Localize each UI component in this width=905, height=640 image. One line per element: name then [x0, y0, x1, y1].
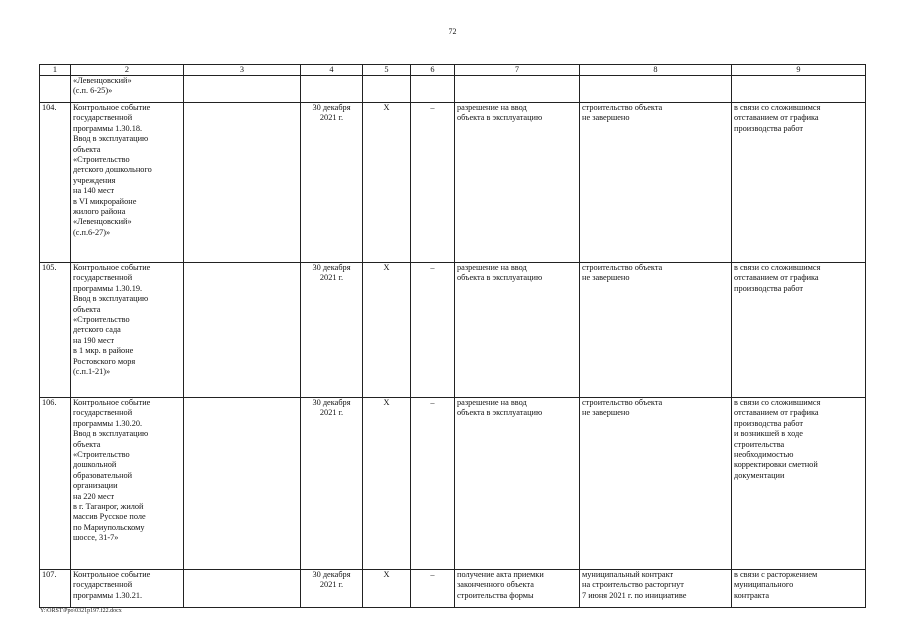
dash-cell: –	[411, 398, 455, 570]
result-cell: разрешение на ввод объекта в эксплуатацию	[455, 398, 580, 570]
row-number: 105.	[40, 263, 71, 398]
row-number: 106.	[40, 398, 71, 570]
result-cell: разрешение на ввод объекта в эксплуатацию	[455, 103, 580, 263]
dash-cell	[411, 76, 455, 103]
event-cell: Контрольное событие государственной программы 1.30.21.	[71, 570, 184, 608]
dash-cell: –	[411, 263, 455, 398]
date-cell	[301, 76, 363, 103]
header-cell: 7	[455, 65, 580, 76]
mark-cell: X	[363, 263, 411, 398]
page-number: 72	[448, 27, 457, 36]
row-number	[40, 76, 71, 103]
table-row	[40, 398, 866, 570]
header-cell: 9	[732, 65, 866, 76]
header-cell: 4	[301, 65, 363, 76]
event-cell: Контрольное событие государственной программы 1.30.20. Ввод в эксплуатацию объекта «Строительство дошкольной образовательной организации на 220 мест в г. Таганрог, жилой массив Русское поле по Мариупольскому шоссе, 31-7»	[71, 398, 184, 570]
date-cell: 30 декабря 2021 г.	[301, 398, 363, 570]
actual-status-cell	[580, 76, 732, 103]
mark-cell	[363, 76, 411, 103]
dash-cell: –	[411, 103, 455, 263]
column-3-cell	[184, 103, 301, 263]
table-row	[40, 103, 866, 263]
date-cell: 30 декабря 2021 г.	[301, 570, 363, 608]
mark-cell: X	[363, 398, 411, 570]
reason-cell: в связи со сложившимся отставанием от графика производства работ	[732, 103, 866, 263]
reason-cell	[732, 76, 866, 103]
column-3-cell	[184, 263, 301, 398]
actual-status-cell: строительство объекта не завершено	[580, 103, 732, 263]
table-header-row	[40, 65, 866, 76]
header-cell: 6	[411, 65, 455, 76]
header-cell: 3	[184, 65, 301, 76]
header-cell: 1	[40, 65, 71, 76]
header-cell: 8	[580, 65, 732, 76]
table-row	[40, 76, 866, 103]
reason-cell: в связи со сложившимся отставанием от графика производства работ	[732, 263, 866, 398]
mark-cell: X	[363, 103, 411, 263]
report-table	[39, 64, 866, 608]
result-cell	[455, 76, 580, 103]
column-3-cell	[184, 398, 301, 570]
mark-cell: X	[363, 570, 411, 608]
actual-status-cell: строительство объекта не завершено	[580, 263, 732, 398]
header-cell: 5	[363, 65, 411, 76]
dash-cell: –	[411, 570, 455, 608]
reason-cell: в связи со сложившимся отставанием от графика производства работ и возникшей в ходе строительства необходимостью корректировки сметной документации	[732, 398, 866, 570]
actual-status-cell: муниципальный контракт на строительство расторгнут 7 июня 2021 г. по инициативе	[580, 570, 732, 608]
column-3-cell	[184, 570, 301, 608]
result-cell: получение акта приемки законченного объекта строительства формы	[455, 570, 580, 608]
date-cell: 30 декабря 2021 г.	[301, 263, 363, 398]
table-row	[40, 570, 866, 608]
date-cell: 30 декабря 2021 г.	[301, 103, 363, 263]
column-3-cell	[184, 76, 301, 103]
result-cell: разрешение на ввод объекта в эксплуатацию	[455, 263, 580, 398]
file-path-footer: Y:\ORST\Ppo\0321p197.f22.docx	[40, 608, 122, 614]
reason-cell: в связи с расторжением муниципального контракта	[732, 570, 866, 608]
table-row	[40, 263, 866, 398]
actual-status-cell: строительство объекта не завершено	[580, 398, 732, 570]
row-number: 104.	[40, 103, 71, 263]
event-cell: «Левенцовский» (с.п. 6-25)»	[71, 76, 184, 103]
event-cell: Контрольное событие государственной программы 1.30.18. Ввод в эксплуатацию объекта «Строительство детского дошкольного учреждения на 140 мест в VI микрорайоне жилого района «Левенцовский» (с.п.6-27)»	[71, 103, 184, 263]
row-number: 107.	[40, 570, 71, 608]
event-cell: Контрольное событие государственной программы 1.30.19. Ввод в эксплуатацию объекта «Строительство детского сада на 190 мест в 1 мкр. в районе Ростовского моря (с.п.1-21)»	[71, 263, 184, 398]
header-cell: 2	[71, 65, 184, 76]
